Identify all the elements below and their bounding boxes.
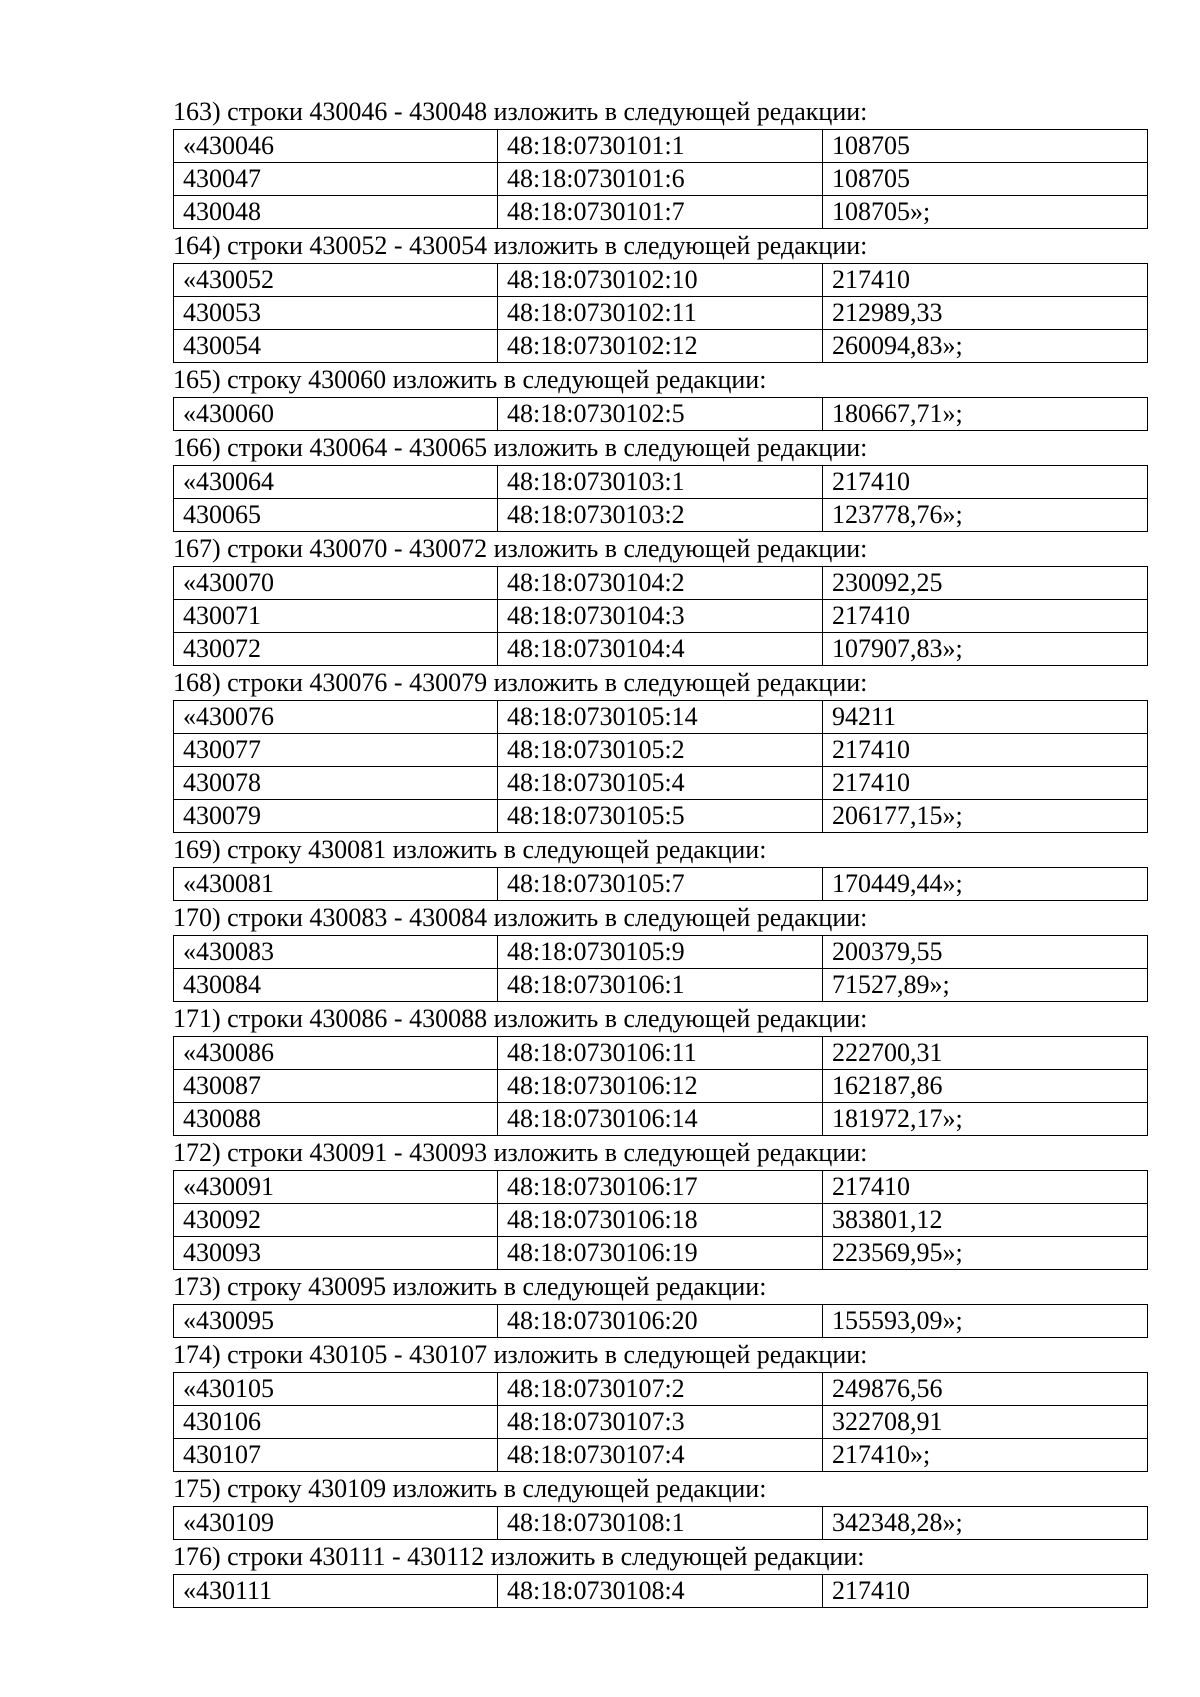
amendment-section [173,95,1147,229]
amendment-table [173,566,1148,666]
row-number-cell: 430047 [174,163,498,196]
amendment-heading: 167) строки 430070 - 430072 изложить в следующей редакции: [173,534,868,563]
value-cell: 217410 [823,767,1148,800]
cadastral-number-cell: 48:18:0730106:11 [498,1037,823,1070]
cadastral-number-cell: 48:18:0730108:4 [498,1575,823,1608]
cadastral-number-cell: 48:18:0730105:2 [498,734,823,767]
value-cell: 108705»; [823,196,1148,229]
value-cell: 162187,86 [823,1070,1148,1103]
value-cell: 217410 [823,264,1148,297]
amendment-table [173,1304,1148,1338]
row-number-cell: «430091 [174,1171,498,1204]
row-number-cell: «430083 [174,936,498,969]
amendment-section [173,1472,1147,1540]
amendment-table [173,1506,1148,1540]
cadastral-number-cell: 48:18:0730107:4 [498,1439,823,1472]
table-row [174,1070,1148,1103]
value-cell: 217410 [823,1171,1148,1204]
table-row [174,1439,1148,1472]
cadastral-number-cell: 48:18:0730105:14 [498,701,823,734]
amendment-table [173,935,1148,1002]
value-cell: 217410 [823,1575,1148,1608]
table-row [174,264,1148,297]
row-number-cell: 430078 [174,767,498,800]
amendment-table [173,397,1148,431]
value-cell: 217410»; [823,1439,1148,1472]
value-cell: 222700,31 [823,1037,1148,1070]
amendment-table [173,1170,1148,1270]
row-number-cell: 430106 [174,1406,498,1439]
cadastral-number-cell: 48:18:0730107:2 [498,1373,823,1406]
amendment-table [173,129,1148,229]
row-number-cell: «430076 [174,701,498,734]
amendment-section [173,833,1147,901]
value-cell: 170449,44»; [823,868,1148,901]
cadastral-number-cell: 48:18:0730105:4 [498,767,823,800]
cadastral-number-cell: 48:18:0730103:2 [498,499,823,532]
value-cell: 217410 [823,600,1148,633]
table-row [174,130,1148,163]
row-number-cell: «430060 [174,398,498,431]
table-row [174,800,1148,833]
amendment-section [173,1270,1147,1338]
value-cell: 94211 [823,701,1148,734]
row-number-cell: 430088 [174,1103,498,1136]
cadastral-number-cell: 48:18:0730106:20 [498,1305,823,1338]
value-cell: 260094,83»; [823,330,1148,363]
table-row [174,969,1148,1002]
table-row [174,1507,1148,1540]
amendment-section [173,666,1147,833]
row-number-cell: 430077 [174,734,498,767]
row-number-cell: «430095 [174,1305,498,1338]
table-row [174,600,1148,633]
table-row [174,398,1148,431]
table-row [174,330,1148,363]
cadastral-number-cell: 48:18:0730101:6 [498,163,823,196]
amendment-table [173,465,1148,532]
cadastral-number-cell: 48:18:0730102:12 [498,330,823,363]
amendment-section [173,1002,1147,1136]
value-cell: 217410 [823,466,1148,499]
amendment-section [173,229,1147,363]
value-cell: 71527,89»; [823,969,1148,1002]
value-cell: 383801,12 [823,1204,1148,1237]
row-number-cell: 430054 [174,330,498,363]
amendment-section [173,1136,1147,1270]
amendment-heading: 170) строки 430083 - 430084 изложить в следующей редакции: [173,903,868,932]
cadastral-number-cell: 48:18:0730106:19 [498,1237,823,1270]
row-number-cell: 430048 [174,196,498,229]
amendment-table [173,1372,1148,1472]
amendment-heading: 175) строку 430109 изложить в следующей редакции: [173,1474,767,1503]
cadastral-number-cell: 48:18:0730106:14 [498,1103,823,1136]
table-row [174,499,1148,532]
table-row [174,1373,1148,1406]
row-number-cell: 430079 [174,800,498,833]
amendment-table [173,263,1148,363]
value-cell: 230092,25 [823,567,1148,600]
table-row [174,1103,1148,1136]
cadastral-number-cell: 48:18:0730102:5 [498,398,823,431]
table-row [174,868,1148,901]
row-number-cell: «430086 [174,1037,498,1070]
amendment-section [173,1540,1147,1608]
value-cell: 322708,91 [823,1406,1148,1439]
table-row [174,1037,1148,1070]
value-cell: 212989,33 [823,297,1148,330]
cadastral-number-cell: 48:18:0730103:1 [498,466,823,499]
cadastral-number-cell: 48:18:0730108:1 [498,1507,823,1540]
value-cell: 206177,15»; [823,800,1148,833]
table-row [174,466,1148,499]
table-row [174,1406,1148,1439]
cadastral-number-cell: 48:18:0730102:11 [498,297,823,330]
value-cell: 180667,71»; [823,398,1148,431]
row-number-cell: «430046 [174,130,498,163]
row-number-cell: 430053 [174,297,498,330]
amendment-heading: 164) строки 430052 - 430054 изложить в следующей редакции: [173,231,868,260]
table-row [174,936,1148,969]
amendment-table [173,1574,1148,1608]
cadastral-number-cell: 48:18:0730106:17 [498,1171,823,1204]
table-row [174,567,1148,600]
value-cell: 200379,55 [823,936,1148,969]
amendment-heading: 172) строки 430091 - 430093 изложить в следующей редакции: [173,1138,868,1167]
value-cell: 123778,76»; [823,499,1148,532]
row-number-cell: 430071 [174,600,498,633]
value-cell: 155593,09»; [823,1305,1148,1338]
amendment-heading: 173) строку 430095 изложить в следующей редакции: [173,1272,767,1301]
row-number-cell: 430087 [174,1070,498,1103]
cadastral-number-cell: 48:18:0730105:7 [498,868,823,901]
table-row [174,734,1148,767]
cadastral-number-cell: 48:18:0730106:1 [498,969,823,1002]
table-row [174,701,1148,734]
amendment-heading: 163) строки 430046 - 430048 изложить в следующей редакции: [173,97,868,126]
value-cell: 217410 [823,734,1148,767]
table-row [174,1171,1148,1204]
amendment-section [173,901,1147,1002]
document-page [173,95,1147,1608]
row-number-cell: 430093 [174,1237,498,1270]
cadastral-number-cell: 48:18:0730106:12 [498,1070,823,1103]
amendment-heading: 166) строки 430064 - 430065 изложить в следующей редакции: [173,433,868,462]
cadastral-number-cell: 48:18:0730104:3 [498,600,823,633]
value-cell: 342348,28»; [823,1507,1148,1540]
amendment-heading: 171) строки 430086 - 430088 изложить в следующей редакции: [173,1004,868,1033]
cadastral-number-cell: 48:18:0730105:5 [498,800,823,833]
amendment-heading: 174) строки 430105 - 430107 изложить в следующей редакции: [173,1340,868,1369]
row-number-cell: «430064 [174,466,498,499]
row-number-cell: 430065 [174,499,498,532]
row-number-cell: «430111 [174,1575,498,1608]
table-row [174,1204,1148,1237]
row-number-cell: «430105 [174,1373,498,1406]
row-number-cell: 430084 [174,969,498,1002]
value-cell: 249876,56 [823,1373,1148,1406]
cadastral-number-cell: 48:18:0730104:2 [498,567,823,600]
amendment-table [173,867,1148,901]
value-cell: 108705 [823,130,1148,163]
amendment-section [173,431,1147,532]
value-cell: 107907,83»; [823,633,1148,666]
cadastral-number-cell: 48:18:0730102:10 [498,264,823,297]
cadastral-number-cell: 48:18:0730101:1 [498,130,823,163]
amendment-heading: 169) строку 430081 изложить в следующей редакции: [173,835,767,864]
table-row [174,1237,1148,1270]
row-number-cell: «430109 [174,1507,498,1540]
value-cell: 108705 [823,163,1148,196]
cadastral-number-cell: 48:18:0730104:4 [498,633,823,666]
amendment-heading: 168) строки 430076 - 430079 изложить в следующей редакции: [173,668,868,697]
amendment-table [173,1036,1148,1136]
table-row [174,297,1148,330]
value-cell: 181972,17»; [823,1103,1148,1136]
cadastral-number-cell: 48:18:0730107:3 [498,1406,823,1439]
row-number-cell: 430092 [174,1204,498,1237]
cadastral-number-cell: 48:18:0730101:7 [498,196,823,229]
row-number-cell: «430081 [174,868,498,901]
amendment-section [173,532,1147,666]
amendment-section [173,1338,1147,1472]
row-number-cell: 430107 [174,1439,498,1472]
cadastral-number-cell: 48:18:0730105:9 [498,936,823,969]
row-number-cell: «430052 [174,264,498,297]
amendment-heading: 165) строку 430060 изложить в следующей редакции: [173,365,767,394]
table-row [174,196,1148,229]
table-row [174,163,1148,196]
value-cell: 223569,95»; [823,1237,1148,1270]
row-number-cell: 430072 [174,633,498,666]
table-row [174,1575,1148,1608]
amendment-table [173,700,1148,833]
table-row [174,633,1148,666]
amendment-heading: 176) строки 430111 - 430112 изложить в следующей редакции: [173,1542,865,1571]
table-row [174,767,1148,800]
cadastral-number-cell: 48:18:0730106:18 [498,1204,823,1237]
table-row [174,1305,1148,1338]
row-number-cell: «430070 [174,567,498,600]
amendment-section [173,363,1147,431]
